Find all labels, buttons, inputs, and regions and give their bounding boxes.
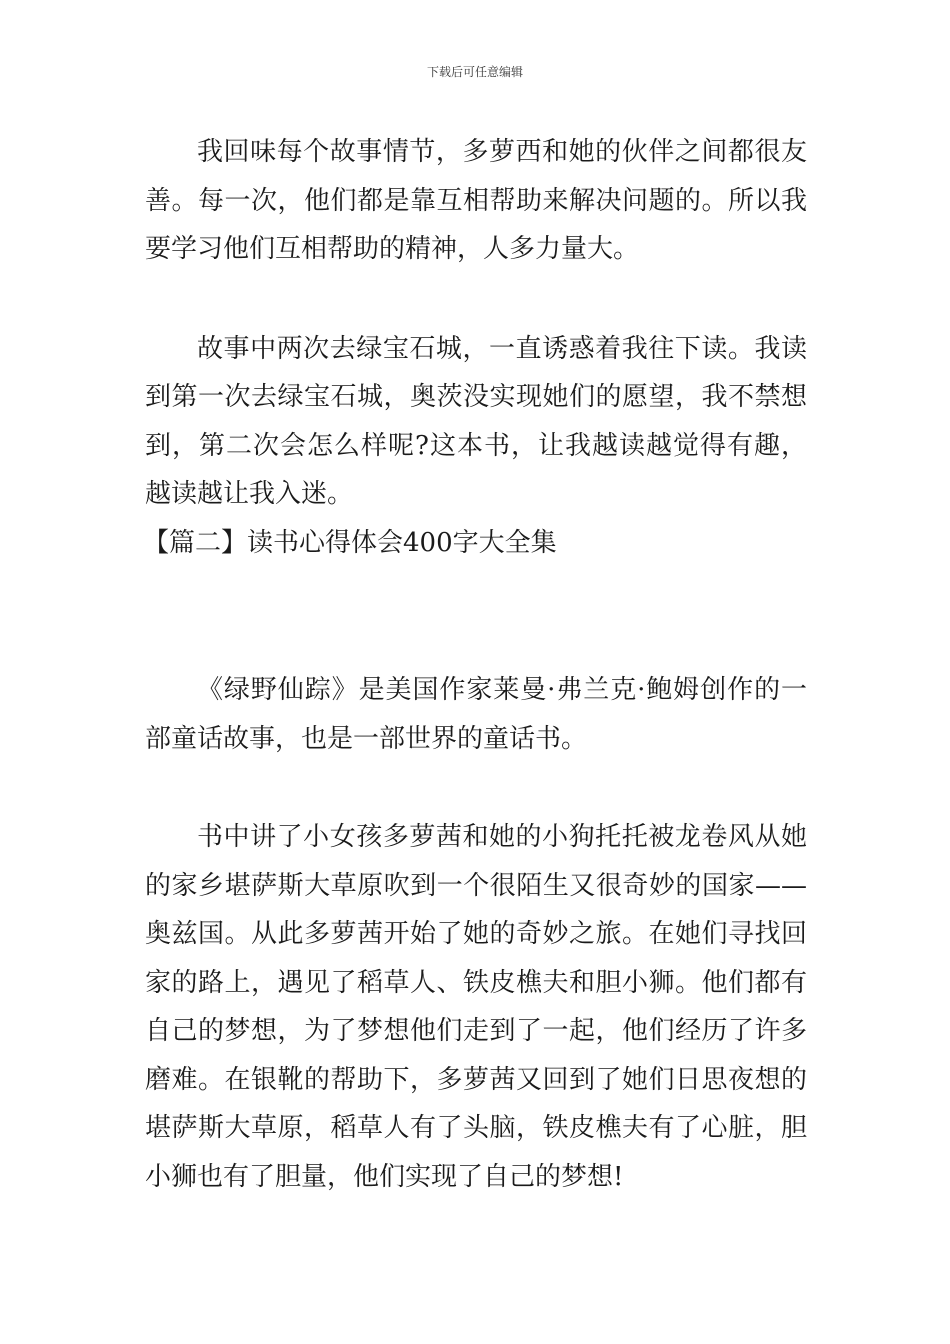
paragraph-3: 《绿野仙踪》是美国作家莱曼·弗兰克·鲍姆创作的一部童话故事，也是一部世界的童话书。 xyxy=(145,675,807,754)
page-header: 下载后可任意编辑 xyxy=(426,65,523,79)
paragraph-2: 故事中两次去绿宝石城，一直诱惑着我往下读。我读到第一次去绿宝石城，奥茨没实现她们的愿望，我不禁想到，第二次会怎么样呢?这本书，让我越读越觉得有趣，越读越让我入迷。 xyxy=(145,333,807,509)
paragraph-1: 我回味每个故事情节，多萝西和她的伙伴之间都很友善。每一次，他们都是靠互相帮助来解决问题的。所以我要学习他们互相帮助的精神，人多力量大。 xyxy=(145,137,807,264)
section-spacer xyxy=(145,567,807,666)
section-heading: 【篇二】读书心得体会400字大全集 xyxy=(143,527,557,558)
paragraph-4: 书中讲了小女孩多萝茜和她的小狗托托被龙卷风从她的家乡堪萨斯大草原吹到一个很陌生又很奇妙的国家——奥兹国。从此多萝茜开始了她的奇妙之旅。在她们寻找回家的路上，遇见了稻草人、铁皮樵夫和胆小狮。他们都有自己的梦想，为了梦想他们走到了一起，他们经历了许多磨难。在银靴的帮助下，多萝茜又回到了她们日思夜想的堪萨斯大草原，稻草人有了头脑，铁皮樵夫有了心脏，胆小狮也有了胆量，他们实现了自己的梦想! xyxy=(145,822,807,1192)
document-body xyxy=(145,128,807,1201)
paragraph-spacer xyxy=(145,763,807,813)
paragraph-spacer xyxy=(145,274,807,325)
